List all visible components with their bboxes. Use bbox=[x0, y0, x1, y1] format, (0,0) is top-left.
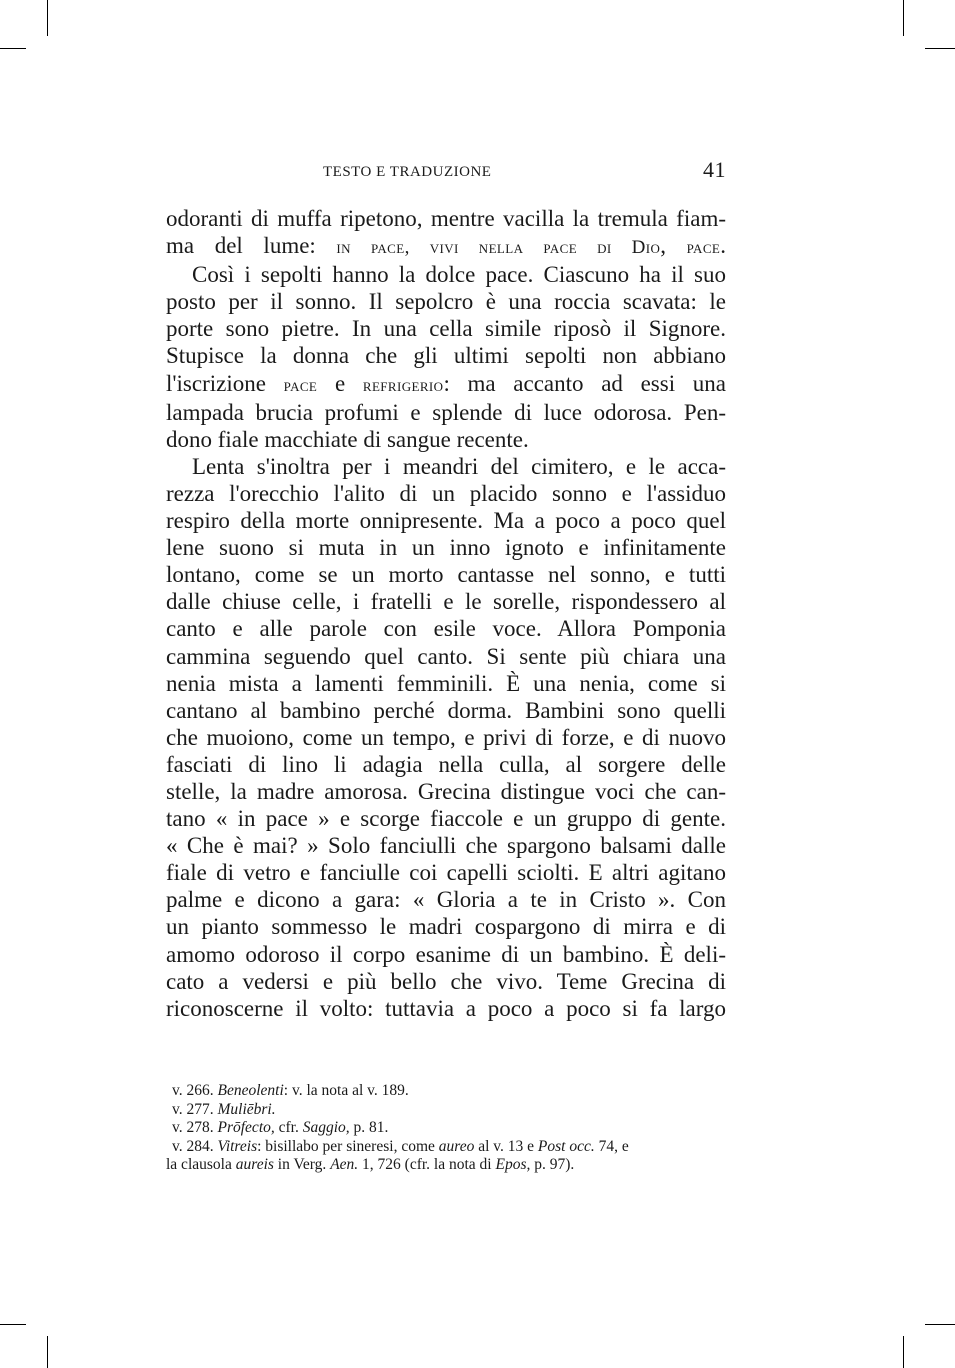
small-caps-text: Dio bbox=[611, 237, 661, 259]
text-line: canto e alle parole con esile voce. Allora Pomponia bbox=[166, 616, 726, 642]
text-line: lene suono si muta in un inno ignoto e infinitamente bbox=[166, 535, 726, 561]
text-run: ma del lume: bbox=[166, 233, 337, 259]
footnote-text: al v. 13 e bbox=[474, 1137, 538, 1155]
footnote-ref: v. 278. bbox=[172, 1119, 218, 1137]
text-line: respiro della morte onnipresente. Ma a poco a poco quel bbox=[166, 508, 726, 534]
text-line: lampada brucia profumi e splende di luce odorosa. Pen- bbox=[166, 399, 726, 425]
footnote bbox=[172, 1119, 732, 1138]
footnotes bbox=[166, 1082, 732, 1175]
footnote-term: aureis bbox=[235, 1156, 274, 1174]
crop-mark-bottom-right-horizontal bbox=[925, 1324, 955, 1325]
text-run: l'iscrizione bbox=[166, 370, 284, 396]
text-run: , bbox=[660, 233, 687, 259]
text-line: cammina seguendo quel canto. Si sente più chiara una bbox=[166, 643, 726, 669]
footnote-work-title: Epos, bbox=[495, 1156, 531, 1174]
text-run: e bbox=[317, 370, 363, 396]
footnote-ref: v. 277. bbox=[172, 1100, 218, 1118]
footnote-work-title: Saggio, bbox=[302, 1119, 350, 1137]
footnote-term: Vitreis bbox=[217, 1137, 258, 1155]
main-text bbox=[166, 205, 726, 1022]
text-line: cantano al bambino perché dorma. Bambini sono quelli bbox=[166, 697, 726, 723]
text-line: porte sono pietre. In una cella simile riposò il Signore. bbox=[166, 316, 726, 342]
footnote-text: 1, 726 (cfr. la nota di bbox=[358, 1156, 496, 1174]
crop-mark-bottom-left-vertical bbox=[47, 1336, 48, 1368]
text-run: : ma accanto ad essi una bbox=[443, 370, 726, 396]
crop-mark-bottom-right-vertical bbox=[903, 1336, 904, 1368]
text-line: posto per il sonno. Il sepolcro è una roccia scavata: le bbox=[166, 289, 726, 315]
footnote-text: : v. la nota al v. 189. bbox=[283, 1082, 409, 1099]
footnote-text: 74, e bbox=[594, 1137, 629, 1155]
footnote-term: aureo bbox=[438, 1137, 475, 1155]
footnote-continuation bbox=[166, 1156, 732, 1175]
text-line: riconoscerne il volto: tuttavia a poco a poco si fa largo bbox=[166, 995, 726, 1021]
paragraph bbox=[166, 205, 726, 453]
footnote-term: Beneolenti bbox=[217, 1082, 284, 1099]
footnote-work-title: Post occ. bbox=[537, 1137, 595, 1155]
crop-mark-bottom-left-horizontal bbox=[0, 1324, 26, 1325]
crop-mark-top-right-horizontal bbox=[925, 48, 955, 49]
page-number: 41 bbox=[703, 157, 726, 182]
footnote bbox=[172, 1082, 732, 1101]
text-line: dono fiale macchiate di sangue recente. bbox=[166, 426, 529, 452]
text-line: rezza l'orecchio l'alito di un placido sonno e l'assiduo bbox=[166, 480, 726, 506]
text-line: palme e dicono a gara: « Gloria a te in Cristo ». Con bbox=[166, 887, 726, 913]
paragraph bbox=[166, 453, 726, 1022]
text-line bbox=[166, 370, 726, 399]
text-run: . bbox=[720, 233, 727, 259]
text-line: « Che è mai? » Solo fanciulli che spargono balsami dalle bbox=[166, 833, 726, 859]
text-line: cato a vedersi e più bello che vivo. Teme Grecina di bbox=[166, 968, 726, 994]
footnote bbox=[172, 1101, 732, 1120]
text-line: dalle chiuse celle, i fratelli e le sorelle, rispondessero al bbox=[166, 589, 726, 615]
text-line: stelle, la madre amorosa. Grecina distingue voci che can- bbox=[166, 778, 726, 804]
footnote-text: p. 81. bbox=[349, 1119, 389, 1137]
footnote-ref: v. 266. bbox=[172, 1082, 218, 1099]
crop-mark-top-left-vertical bbox=[47, 0, 48, 36]
running-title: TESTO E TRADUZIONE bbox=[323, 164, 492, 180]
footnote-text: p. 97). bbox=[530, 1156, 575, 1174]
text-line: amomo odoroso il corpo esanime di un bambino. È deli- bbox=[166, 941, 726, 967]
page-header bbox=[166, 157, 726, 185]
text-line: che muoiono, come un tempo, e privi di forze, e di nuovo bbox=[166, 724, 726, 750]
crop-mark-top-right-vertical bbox=[903, 0, 904, 36]
text-line: fasciati di lino li adagia nella culla, al sorgere delle bbox=[166, 751, 726, 777]
text-line: odoranti di muffa ripetono, mentre vacilla la tremula fiam- bbox=[166, 206, 726, 231]
text-line: un pianto sommesso le madri cospargono di mirra e di bbox=[166, 914, 726, 940]
footnote-text: cfr. bbox=[274, 1119, 303, 1137]
text-line: lontano, come se un morto cantasse nel sonno, e tutti bbox=[166, 562, 726, 588]
footnote-text: in Verg. bbox=[273, 1156, 331, 1174]
text-line: tano « in pace » e scorge fiaccole e un gruppo di gente. bbox=[166, 806, 726, 832]
text-line: nenia mista a lamenti femminili. È una nenia, come si bbox=[166, 670, 726, 696]
text-line: Stupisce la donna che gli ultimi sepolti non abbiano bbox=[166, 343, 726, 369]
crop-mark-top-left-horizontal bbox=[0, 48, 26, 49]
text-line bbox=[166, 232, 726, 261]
footnote-work-title: Aen. bbox=[330, 1156, 359, 1174]
footnote bbox=[172, 1138, 732, 1157]
small-caps-text: in pace, vivi nella pace di bbox=[336, 237, 612, 259]
small-caps-text: refrigerio bbox=[362, 374, 444, 396]
small-caps-text: pace bbox=[686, 237, 721, 259]
footnote-ref: v. 284. bbox=[172, 1137, 218, 1155]
footnote-term: Muliēbri. bbox=[217, 1100, 276, 1118]
text-line: Lenta s'inoltra per i meandri del cimitero, e le acca- bbox=[192, 453, 726, 479]
text-line: Così i sepolti hanno la dolce pace. Ciascuno ha il suo bbox=[192, 262, 726, 288]
footnote-term: Prōfecto, bbox=[217, 1119, 275, 1137]
small-caps-text: pace bbox=[283, 374, 318, 396]
footnote-text: la clausola bbox=[166, 1156, 236, 1174]
text-line: fiale di vetro e fanciulle coi capelli sciolti. E altri agitano bbox=[166, 860, 726, 886]
footnote-text: : bisillabo per sineresi, come bbox=[257, 1137, 439, 1155]
